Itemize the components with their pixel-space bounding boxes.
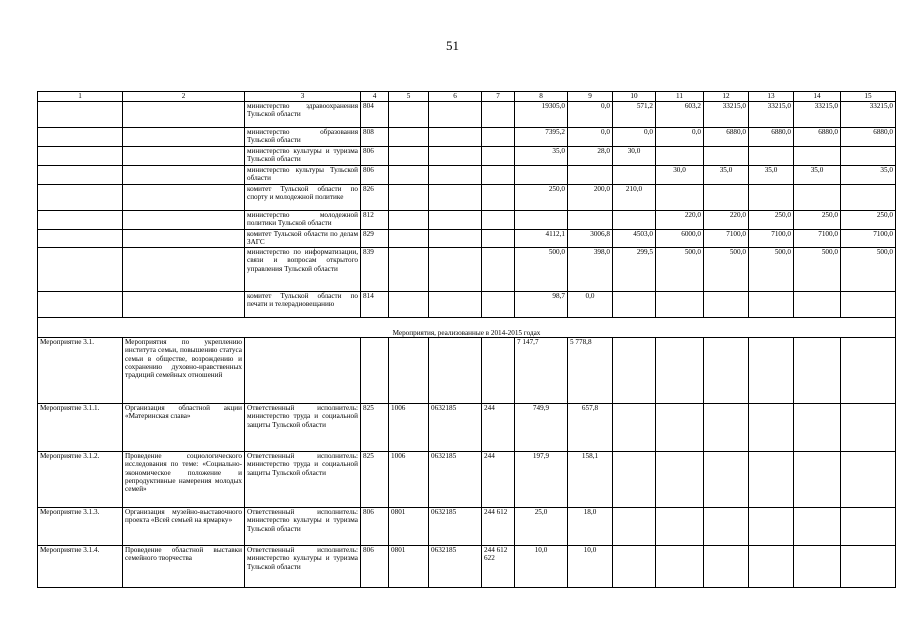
measure-code: Мероприятие 3.1.2.: [38, 452, 123, 508]
measure-name: Мероприятия по укреплению института семьи, повышению статуса семьи в обществе, возрождению и сохранению духовно-нравственных традиций семейных отношений: [123, 338, 245, 404]
table-cell: [389, 230, 429, 248]
table-cell: 28,0: [568, 147, 613, 166]
table-cell: 7395,2: [515, 128, 568, 147]
table-cell: [749, 292, 794, 318]
header-cell: 3: [245, 92, 361, 102]
table-cell: 0632185: [429, 508, 482, 546]
table-cell: 825: [361, 404, 389, 452]
table-cell: 25,0: [515, 508, 568, 546]
executor-cell: комитет Тульской области по спорту и молодежной политике: [245, 185, 361, 211]
table-row: [38, 128, 896, 147]
table-cell: 7100,0: [704, 230, 749, 248]
executor-cell: Ответственный исполнитель: министерство культуры и туризма Тульской области: [245, 546, 361, 588]
table-cell: [749, 185, 794, 211]
table-cell: 6000,0: [656, 230, 704, 248]
table-cell: 35,0: [794, 166, 841, 185]
table-cell: 299,5: [613, 248, 656, 292]
table-row: [38, 508, 896, 546]
header-cell: 2: [123, 92, 245, 102]
executor-cell: Ответственный исполнитель: министерство труда и социальной защиты Тульской области: [245, 452, 361, 508]
header-cell: 1: [38, 92, 123, 102]
table-cell: 0,0: [568, 128, 613, 147]
table-cell: 7100,0: [749, 230, 794, 248]
section-row: [38, 318, 896, 338]
table-cell: 98,7: [515, 292, 568, 318]
table-cell: [361, 338, 389, 404]
table-cell: 500,0: [841, 248, 896, 292]
column-number-row: [38, 92, 896, 102]
table-cell: 500,0: [656, 248, 704, 292]
table-row: [38, 211, 896, 230]
executor-cell: комитет Тульской области по делам ЗАГС: [245, 230, 361, 248]
table-cell: 33215,0: [794, 102, 841, 128]
table-cell: [794, 147, 841, 166]
table-cell: 804: [361, 102, 389, 128]
table-cell: 4503,0: [613, 230, 656, 248]
table-cell: 826: [361, 185, 389, 211]
executor-cell: Ответственный исполнитель: министерство культуры и туризма Тульской области: [245, 508, 361, 546]
table-cell: 0801: [389, 508, 429, 546]
table-cell: 825: [361, 452, 389, 508]
table-cell: 808: [361, 128, 389, 147]
table-cell: [482, 292, 515, 318]
table-cell: 244 612: [482, 508, 515, 546]
header-cell: 14: [794, 92, 841, 102]
table-cell: 7100,0: [794, 230, 841, 248]
table-row: [38, 230, 896, 248]
table-cell: 829: [361, 230, 389, 248]
table-cell: 244: [482, 452, 515, 508]
executor-cell: [245, 338, 361, 404]
table-cell: 806: [361, 166, 389, 185]
table-cell: 3006,8: [568, 230, 613, 248]
measure-code: Мероприятие 3.1.: [38, 338, 123, 404]
table-cell: [841, 147, 896, 166]
table-cell: [568, 211, 613, 230]
table-cell: [429, 292, 482, 318]
table-cell: [389, 211, 429, 230]
header-cell: 4: [361, 92, 389, 102]
table-cell: 158,1: [568, 452, 613, 508]
header-cell: 13: [749, 92, 794, 102]
table-cell: 806: [361, 508, 389, 546]
table-cell: 250,0: [794, 211, 841, 230]
table-cell: 6880,0: [794, 128, 841, 147]
table-cell: 33215,0: [704, 102, 749, 128]
table-cell: 6880,0: [704, 128, 749, 147]
table-cell: 814: [361, 292, 389, 318]
table-cell: [749, 147, 794, 166]
table-cell: 30,0: [613, 147, 656, 166]
table-cell: 19305,0: [515, 102, 568, 128]
table-cell: [656, 147, 704, 166]
table-cell: 30,0: [656, 166, 704, 185]
header-cell: 7: [482, 92, 515, 102]
table-row: [38, 292, 896, 318]
table-cell: [794, 185, 841, 211]
executor-cell: министерство здравоохранения Тульской области: [245, 102, 361, 128]
measure-name: Организация областной акции «Материнская слава»: [123, 404, 245, 452]
table-cell: 398,0: [568, 248, 613, 292]
table-cell: [841, 292, 896, 318]
header-cell: 10: [613, 92, 656, 102]
table-cell: 500,0: [794, 248, 841, 292]
table-row: [38, 248, 896, 292]
table-cell: [482, 166, 515, 185]
table-cell: 812: [361, 211, 389, 230]
table-cell: 0,0: [613, 128, 656, 147]
table-cell: 35,0: [749, 166, 794, 185]
section-title: Мероприятия, реализованные в 2014-2015 годах: [38, 318, 896, 338]
table-cell: [482, 102, 515, 128]
executor-cell: министерство молодежной политики Тульской области: [245, 211, 361, 230]
table-cell: [429, 248, 482, 292]
table-cell: [841, 185, 896, 211]
table-cell: [482, 185, 515, 211]
table-cell: 35,0: [704, 166, 749, 185]
table-row: [38, 452, 896, 508]
table-cell: 200,0: [568, 185, 613, 211]
table-cell: 220,0: [656, 211, 704, 230]
table-cell: 220,0: [704, 211, 749, 230]
table-cell: [482, 128, 515, 147]
executor-cell: министерство образования Тульской области: [245, 128, 361, 147]
budget-table: [37, 91, 896, 588]
table-cell: [389, 102, 429, 128]
table-cell: [482, 230, 515, 248]
table-cell: 1006: [389, 404, 429, 452]
table-cell: [656, 185, 704, 211]
table-cell: 244: [482, 404, 515, 452]
measure-code: Мероприятие 3.1.1.: [38, 404, 123, 452]
table-cell: [704, 185, 749, 211]
table-cell: 10,0: [515, 546, 568, 588]
header-cell: 9: [568, 92, 613, 102]
table-cell: [515, 166, 568, 185]
executor-cell: комитет Тульской области по печати и телерадиовещанию: [245, 292, 361, 318]
table-cell: 0,0: [568, 292, 613, 318]
measure-name: Организация музейно-выставочного проекта «Всей семьей на ярмарку»: [123, 508, 245, 546]
table-cell: 571,2: [613, 102, 656, 128]
header-cell: 11: [656, 92, 704, 102]
table-cell: [794, 292, 841, 318]
table-cell: 250,0: [515, 185, 568, 211]
table-cell: [429, 147, 482, 166]
executor-cell: министерство культуры и туризма Тульской области: [245, 147, 361, 166]
table-cell: [429, 338, 482, 404]
table-cell: 250,0: [841, 211, 896, 230]
page-number: 51: [446, 38, 459, 53]
table-cell: 1006: [389, 452, 429, 508]
table-cell: [429, 211, 482, 230]
table-cell: 7 147,7: [515, 338, 568, 404]
table-cell: [613, 292, 656, 318]
table-cell: 0,0: [568, 102, 613, 128]
table-cell: [704, 147, 749, 166]
measure-code: Мероприятие 3.1.4.: [38, 546, 123, 588]
table-cell: 0632185: [429, 452, 482, 508]
executor-cell: министерство культуры Тульской области: [245, 166, 361, 185]
table-cell: 35,0: [515, 147, 568, 166]
table-cell: 603,2: [656, 102, 704, 128]
header-cell: 12: [704, 92, 749, 102]
table-cell: 657,8: [568, 404, 613, 452]
table-cell: [429, 166, 482, 185]
table-cell: 10,0: [568, 546, 613, 588]
measure-name: Проведение областной выставки семейного творчества: [123, 546, 245, 588]
table-cell: [656, 292, 704, 318]
table-cell: 839: [361, 248, 389, 292]
table-cell: [389, 338, 429, 404]
table-row: [38, 404, 896, 452]
table-cell: [704, 292, 749, 318]
table-row: [38, 546, 896, 588]
table-row: [38, 166, 896, 185]
table-cell: 6880,0: [841, 128, 896, 147]
table-cell: 500,0: [515, 248, 568, 292]
table-cell: 7100,0: [841, 230, 896, 248]
table-row: [38, 338, 896, 404]
table-cell: 33215,0: [749, 102, 794, 128]
table-cell: 5 778,8: [568, 338, 613, 404]
table-cell: [429, 128, 482, 147]
table-cell: 500,0: [749, 248, 794, 292]
table-cell: 4112,1: [515, 230, 568, 248]
table-cell: 18,0: [568, 508, 613, 546]
measure-name: Проведение социологического исследования по теме: «Социально-экономическое положение и репродуктивные намерения молодых семей»: [123, 452, 245, 508]
table-row: [38, 147, 896, 166]
table-cell: [389, 292, 429, 318]
table-cell: [429, 230, 482, 248]
table-cell: [429, 102, 482, 128]
table-row: [38, 185, 896, 211]
table-cell: 500,0: [704, 248, 749, 292]
table-cell: [482, 248, 515, 292]
table-row: [38, 102, 896, 128]
table-cell: 749,9: [515, 404, 568, 452]
executor-cell: министерство по информатизации, связи и вопросам открытого управления Тульской области: [245, 248, 361, 292]
table-cell: 197,9: [515, 452, 568, 508]
header-cell: 8: [515, 92, 568, 102]
table-cell: [568, 166, 613, 185]
table-cell: [613, 166, 656, 185]
table-cell: [389, 185, 429, 211]
table-cell: 0801: [389, 546, 429, 588]
header-cell: 15: [841, 92, 896, 102]
table-cell: [613, 211, 656, 230]
table-cell: [482, 211, 515, 230]
table-cell: 210,0: [613, 185, 656, 211]
table-cell: 0,0: [656, 128, 704, 147]
table-cell: 0632185: [429, 404, 482, 452]
executor-cell: Ответственный исполнитель: министерство труда и социальной защиты Тульской области: [245, 404, 361, 452]
table-cell: [429, 185, 482, 211]
table-cell: 250,0: [749, 211, 794, 230]
table-cell: 806: [361, 546, 389, 588]
table-cell: 806: [361, 147, 389, 166]
table-cell: 35,0: [841, 166, 896, 185]
table-cell: 0632185: [429, 546, 482, 588]
table-cell: 33215,0: [841, 102, 896, 128]
header-cell: 6: [429, 92, 482, 102]
table-cell: [389, 166, 429, 185]
table-cell: [389, 128, 429, 147]
table-cell: [389, 248, 429, 292]
table-cell: 6880,0: [749, 128, 794, 147]
table-cell: [482, 147, 515, 166]
table-cell: [482, 338, 515, 404]
measure-code: Мероприятие 3.1.3.: [38, 508, 123, 546]
table-cell: [515, 211, 568, 230]
table-cell: [389, 147, 429, 166]
table-cell: 244 612 622: [482, 546, 515, 588]
header-cell: 5: [389, 92, 429, 102]
